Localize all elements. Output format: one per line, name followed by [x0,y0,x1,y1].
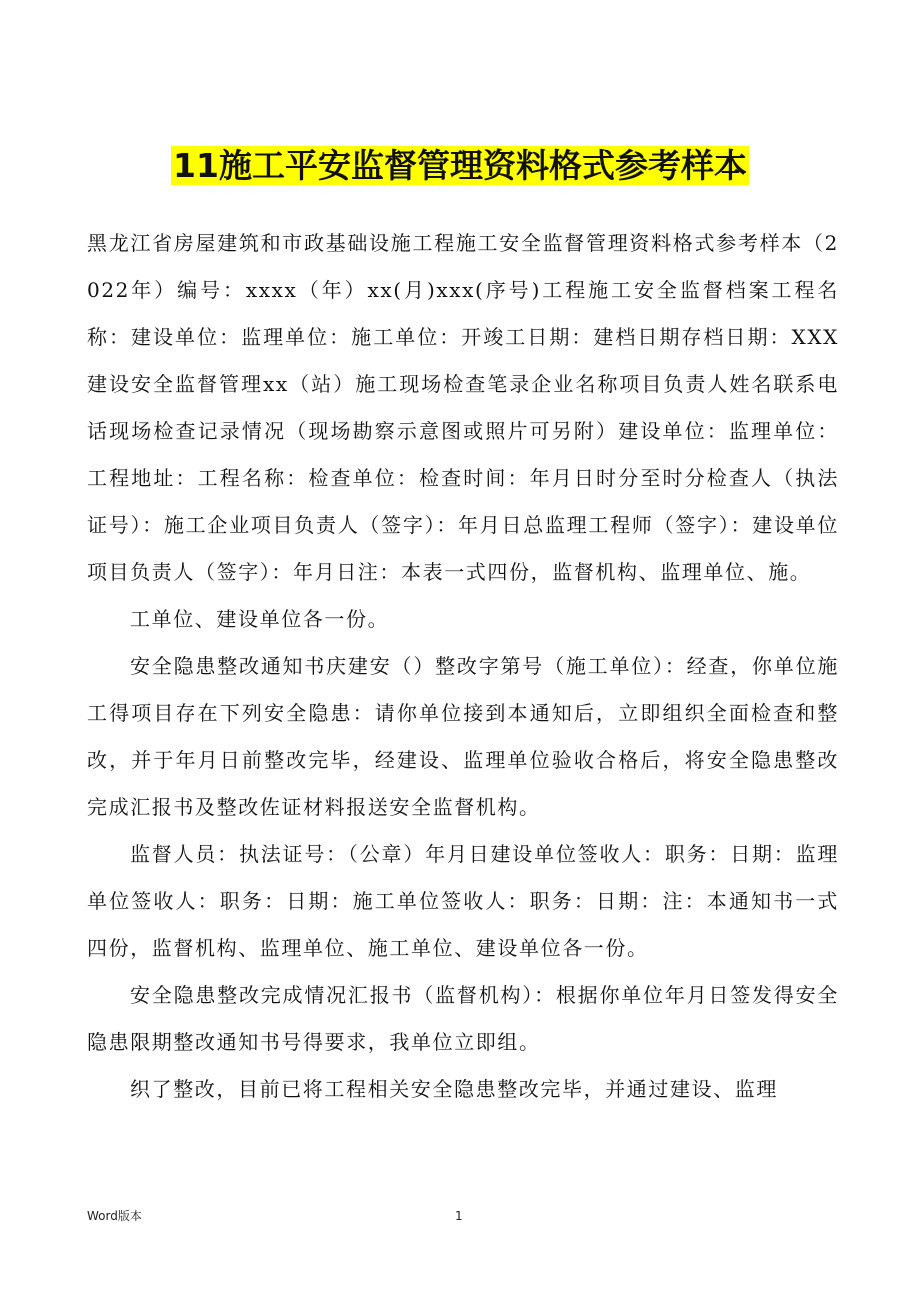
paragraph-1: 黑龙江省房屋建筑和市政基础设施工程施工安全监督管理资料格式参考样本（2022年）编号：xxxx（年）xx(月)xxx(序号)工程施工安全监督档案工程名称：建设单位：监理单位：施工单位：开竣工日期：建档日期存档日期：XXX建设安全监督管理xx（站）施工现场检查笔录企业名称项目负责人姓名联系电话现场检查记录情况（现场勘察示意图或照片可另附）建设单位：监理单位：工程地址：工程名称：检查单位：检查时间：年月日时分至时分检查人（执法证号）：施工企业项目负责人（签字）：年月日总监理工程师（签字）：建设单位项目负责人（签字）：年月日注：本表一式四份，监督机构、监理单位、施。 [87,231,839,584]
paragraph-4: 监督人员：执法证号：（公章）年月日建设单位签收人：职务：日期：监理单位签收人：职务：日期：施工单位签收人：职务：日期：注：本通知书一式四份，监督机构、监理单位、施工单位、建设单位各一份。 [87,842,839,960]
page-number: 1 [455,1209,463,1223]
paragraph-2: 工单位、建设单位各一份。 [130,607,390,631]
document-title [0,136,920,196]
document-body [87,220,839,1113]
footer-label: Word版本 [87,1209,142,1223]
paragraph-3: 安全隐患整改通知书庆建安（）整改字第号（施工单位）：经查，你单位施工得项目存在下列安全隐患：请你单位接到本通知后，立即组织全面检查和整改，并于年月日前整改完毕，经建设、监理单位验收合格后，将安全隐患整改完成汇报书及整改佐证材料报送安全监督机构。 [87,654,839,819]
document-title-text: 11施工平安监督管理资料格式参考样本 [173,146,747,185]
paragraph-5: 安全隐患整改完成情况汇报书（监督机构）：根据你单位年月日签发得安全隐患限期整改通知书号得要求，我单位立即组。 [87,983,839,1054]
paragraph-6: 织了整改，目前已将工程相关安全隐患整改完毕，并通过建设、监理 [130,1077,778,1101]
